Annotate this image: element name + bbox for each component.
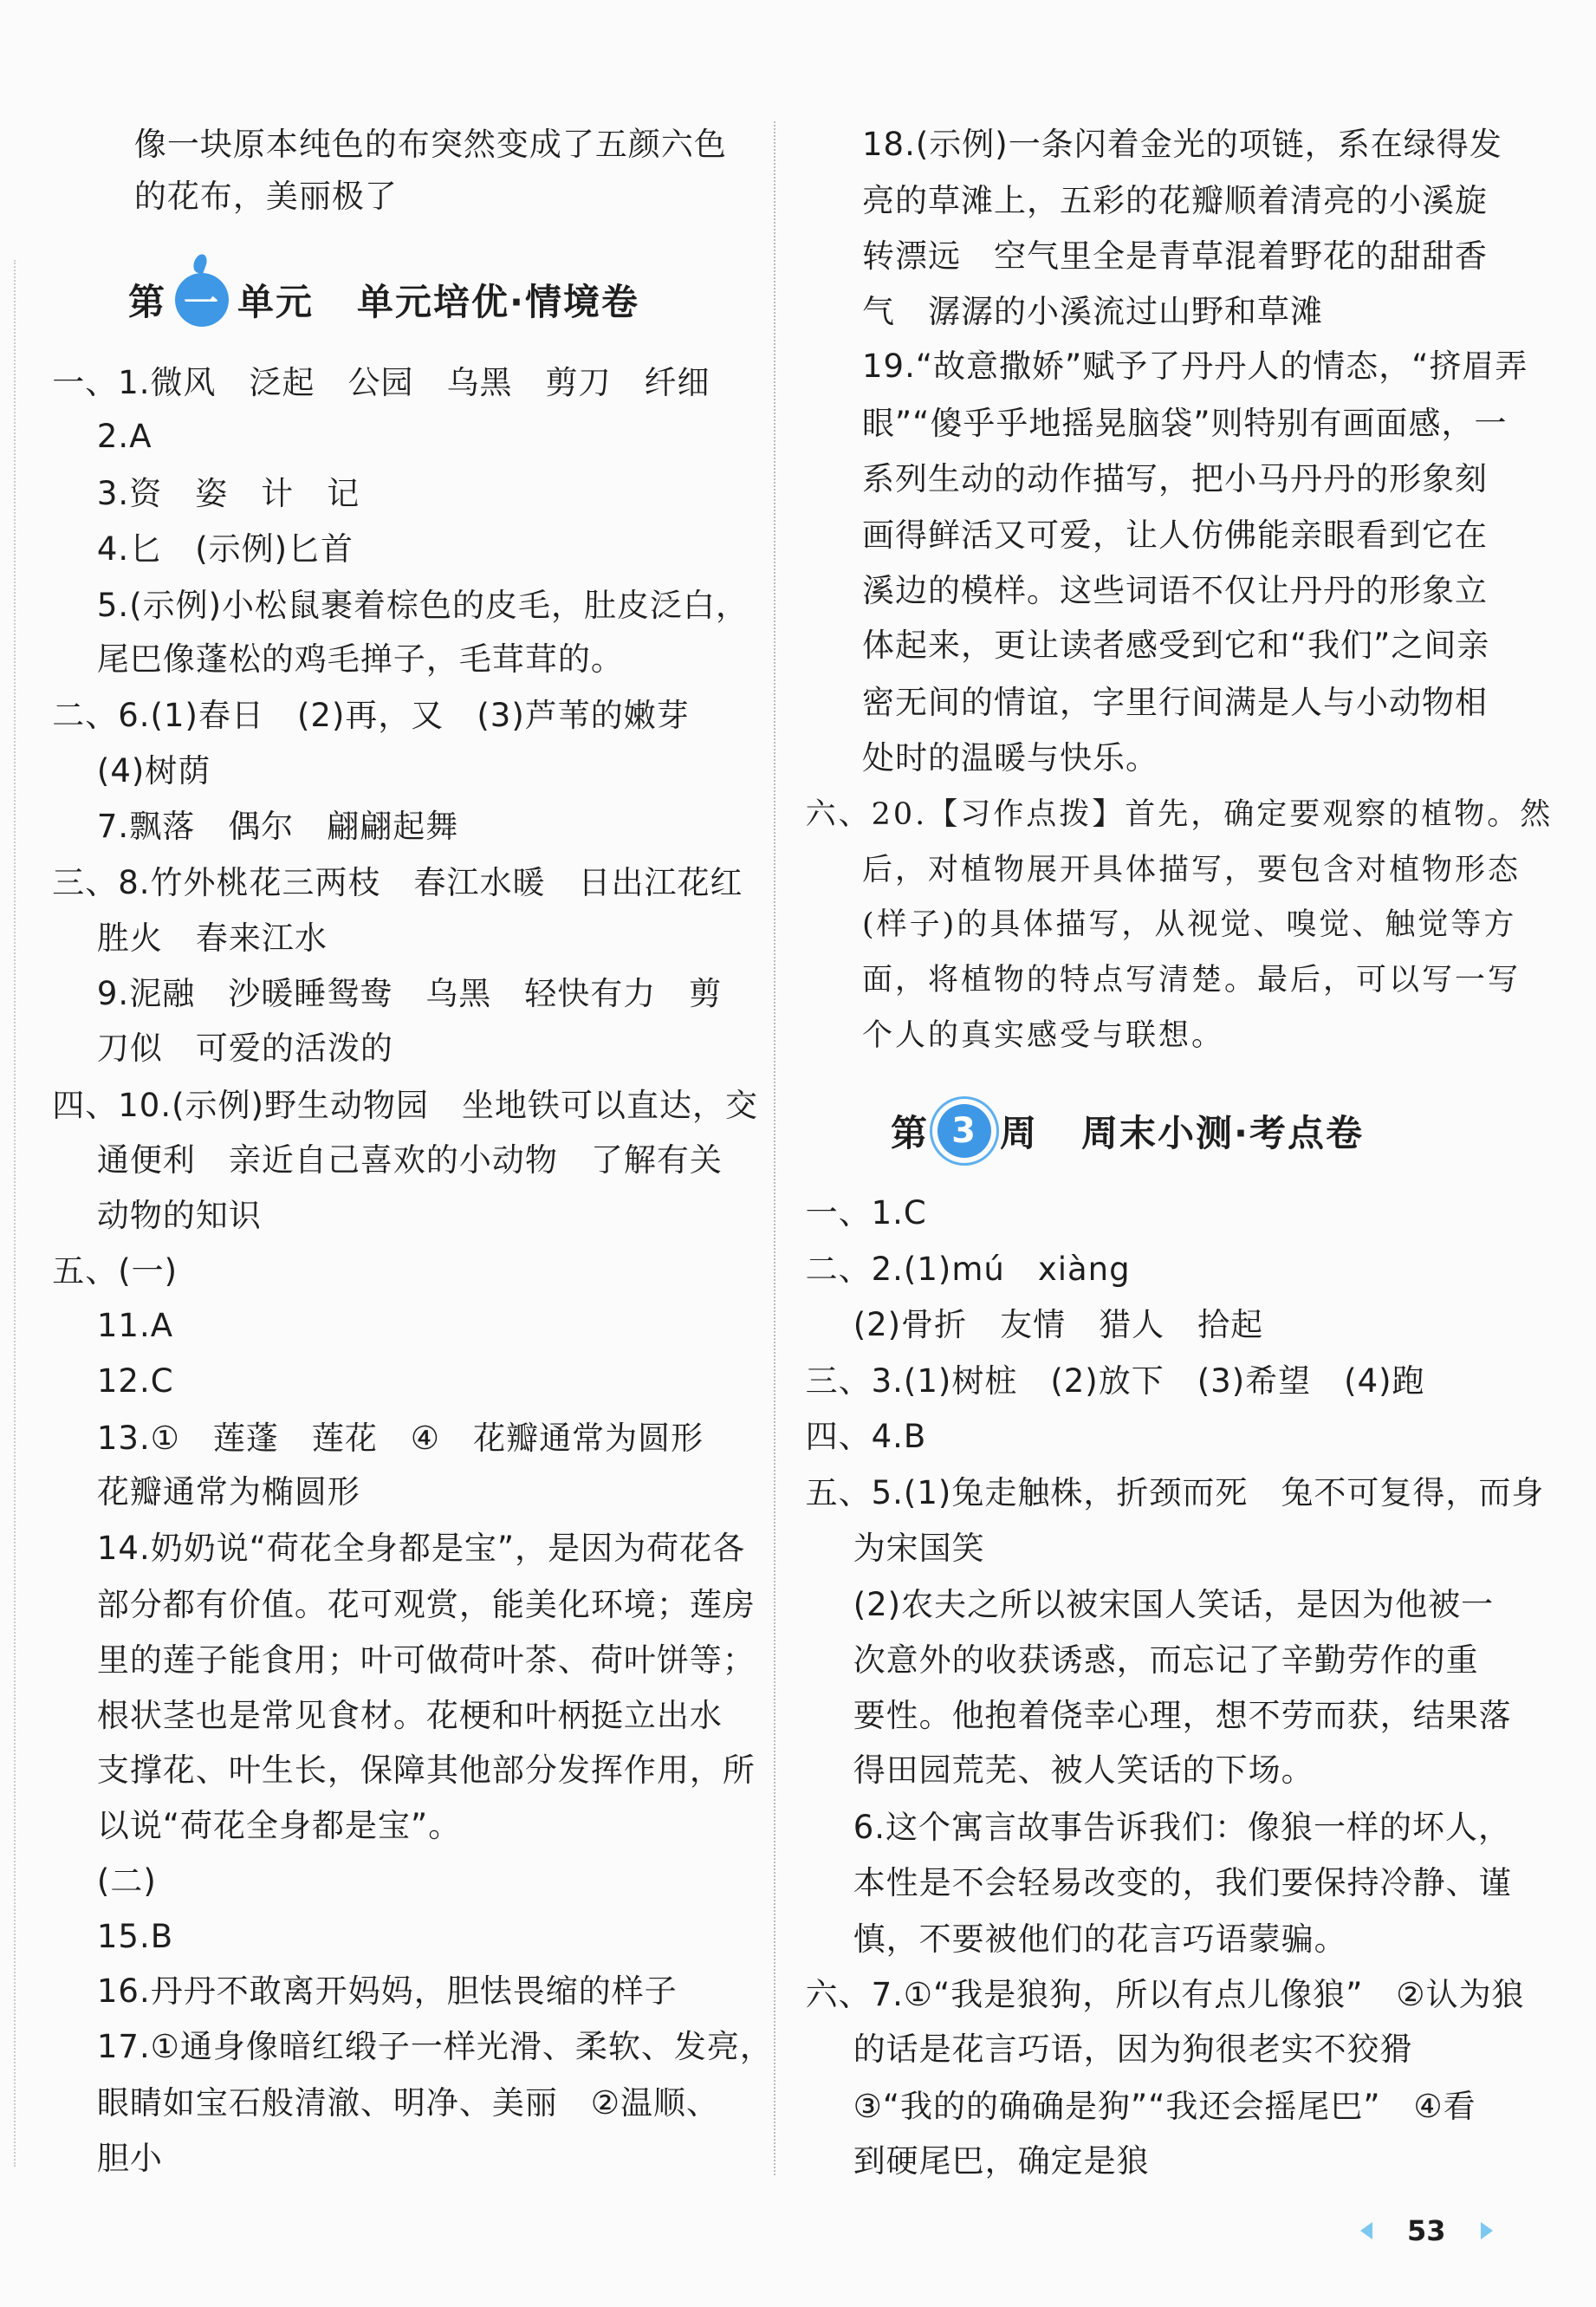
answer-line: 气 潺潺的小溪流过山野和草滩	[862, 292, 1324, 330]
week-heading	[891, 1104, 1364, 1158]
answer-line: (2)骨折 友情 猎人 拾起	[853, 1305, 1264, 1343]
answer-line: 为宋国笑	[853, 1529, 985, 1567]
answer-line: 一、1.C	[805, 1193, 927, 1231]
answer-line: 里的莲子能食用；叶可做荷叶茶、荷叶饼等；	[96, 1641, 756, 1680]
answer-line: 部分都有价值。花可观赏，能美化环境；莲房	[96, 1586, 756, 1624]
answer-line: 个人的真实感受与联想。	[862, 1017, 1225, 1053]
answer-line: 要性。他抱着侥幸心理，想不劳而获，结果落	[853, 1696, 1512, 1734]
answer-line: 3.资 姿 计 记	[96, 474, 360, 512]
heading-suffix: 单元	[237, 281, 315, 323]
answer-line: 四、10.(示例)野生动物园 坐地铁可以直达，交	[52, 1086, 758, 1124]
answer-line: 5.(示例)小松鼠裹着棕色的皮毛，肚皮泛白，	[96, 586, 749, 624]
answer-line: 慎，不要被他们的花言巧语蒙骗。	[853, 1920, 1347, 1958]
answer-line: 花瓣通常为椭圆形	[96, 1472, 360, 1511]
answer-line: 二、6.(1)春日 (2)再，又 (3)芦苇的嫩芽	[52, 697, 690, 735]
page-number: 53	[1407, 2214, 1446, 2247]
answer-line: 亮的草滩上，五彩的花瓣顺着清亮的小溪旋	[862, 182, 1489, 220]
heading-title: 周末小测·考点卷	[1081, 1112, 1364, 1154]
page-navigation	[1360, 2214, 1493, 2247]
answer-line: 19.“故意撒娇”赋予了丹丹人的情态，“挤眉弄	[862, 348, 1528, 386]
answer-line: 18.(示例)一条闪着金光的项链，系在绿得发	[862, 125, 1502, 163]
answer-line: 体起来，更让读者感受到它和“我们”之间亲	[862, 627, 1490, 665]
answer-line: 眼睛如宝石般清澈、明净、美丽 ②温顺、	[96, 2084, 720, 2122]
answer-line: 12.C	[96, 1362, 174, 1400]
answer-line: 6.这个寓言故事告诉我们：像狼一样的坏人，	[853, 1808, 1511, 1846]
next-page-arrow-icon[interactable]	[1481, 2222, 1493, 2239]
heading-title: 单元培优·情境卷	[357, 281, 639, 323]
answer-line: 得田园荒芜、被人笑话的下场。	[853, 1751, 1314, 1790]
answer-line: 的话是花言巧语，因为狗很老实不狡猾	[853, 2031, 1413, 2069]
answer-line: (4)树荫	[96, 752, 211, 790]
answer-line: 四、4.B	[805, 1417, 927, 1455]
answer-line: 六、7.①“我是狼狗，所以有点儿像狼” ②认为狼	[805, 1975, 1525, 2013]
answer-line: 以说“荷花全身都是宝”。	[96, 1807, 462, 1845]
answer-line: 六、20.【习作点拨】首先，确定要观察的植物。然	[805, 796, 1554, 832]
answer-line: 眼”“傻乎乎地摇晃脑袋”则特别有画面感，一	[862, 404, 1508, 442]
heading-suffix: 周	[1000, 1112, 1039, 1154]
answer-line: ③“我的的确确是狗”“我还会摇尾巴” ④看	[853, 2087, 1476, 2125]
answer-line: 9.泥融 沙暖睡鸳鸯 乌黑 轻快有力 剪	[96, 974, 723, 1012]
week-number-badge: 3	[937, 1104, 991, 1158]
answer-line: 溪边的模样。这些词语不仅让丹丹的形象立	[862, 571, 1489, 609]
answer-line: (2)农夫之所以被宋国人笑话，是因为他被一	[853, 1586, 1495, 1624]
answer-line: 面，将植物的特点写清楚。最后，可以写一写	[862, 963, 1521, 998]
heading-prefix: 第	[891, 1112, 930, 1154]
answer-line: 画得鲜活又可爱，让人仿佛能亲眼看到它在	[862, 517, 1489, 555]
answer-line: 通便利 亲近自己喜欢的小动物 了解有关	[96, 1141, 723, 1179]
answer-line: 像一块原本纯色的布突然变成了五颜六色	[133, 125, 727, 163]
answer-line: 后，对植物展开具体描写，要包含对植物形态	[862, 852, 1521, 887]
answer-line: 胜火 春来江水	[96, 919, 328, 957]
answer-line: (二)	[96, 1862, 157, 1900]
answer-line: 2.A	[96, 418, 152, 456]
answer-line: 二、2.(1)mú xiàng	[805, 1250, 1131, 1288]
answer-line: 到硬尾巴，确定是狼	[853, 2142, 1150, 2180]
heading-prefix: 第	[128, 281, 167, 323]
answer-line: 处时的温暖与快乐。	[862, 738, 1159, 777]
answer-line: 尾巴像蓬松的鸡毛掸子，毛茸茸的。	[96, 640, 624, 678]
answer-line: 16.丹丹不敢离开妈妈，胆怯畏缩的样子	[96, 1972, 678, 2011]
answer-line: 动物的知识	[96, 1197, 262, 1235]
answer-line: 17.①通身像暗红缎子一样光滑、柔软、发亮，	[96, 2027, 773, 2065]
unit-number-badge: 一	[175, 273, 229, 327]
prev-page-arrow-icon[interactable]	[1360, 2222, 1372, 2239]
answer-line: 4.匕 (示例)匕首	[96, 530, 354, 568]
answer-line: 15.B	[96, 1917, 174, 1955]
answer-line: 支撑花、叶生长，保障其他部分发挥作用，所	[96, 1751, 756, 1790]
answer-line: 五、5.(1)兔走触株，折颈而死 兔不可复得，而身	[805, 1474, 1545, 1512]
answer-line: 三、8.竹外桃花三两枝 春江水暖 日出江花红	[52, 864, 743, 902]
answer-line: 11.A	[96, 1307, 174, 1345]
column-divider	[774, 121, 775, 2175]
answer-line: 刀似 可爱的活泼的	[96, 1030, 393, 1068]
unit-heading	[128, 273, 639, 327]
answer-line: 14.奶奶说“荷花全身都是宝”，是因为荷花各	[96, 1529, 746, 1567]
answer-line: 密无间的情谊，字里行间满是人与小动物相	[862, 683, 1489, 721]
answer-line: 转漂远 空气里全是青草混着野花的甜甜香	[862, 237, 1489, 276]
answer-line: 胆小	[96, 2140, 163, 2177]
answer-line: 五、(一)	[52, 1251, 178, 1290]
answer-line: 系列生动的动作描写，把小马丹丹的形象刻	[862, 459, 1489, 497]
answer-line: 本性是不会轻易改变的，我们要保持冷静、谨	[853, 1863, 1512, 1901]
answer-line: 一、1.微风 泛起 公园 乌黑 剪刀 纤细	[52, 364, 710, 402]
answer-line: 13.① 莲蓬 莲花 ④ 花瓣通常为圆形	[96, 1419, 704, 1457]
answer-line: (样子)的具体描写，从视觉、嗅觉、触觉等方	[862, 907, 1517, 943]
answer-line: 次意外的收获诱惑，而忘记了辛勤劳作的重	[853, 1641, 1479, 1680]
answer-line: 三、3.(1)树桩 (2)放下 (3)希望 (4)跑	[805, 1362, 1425, 1400]
answer-line: 的花布，美丽极了	[133, 178, 398, 216]
answer-line: 7.飘落 偶尔 翩翩起舞	[96, 807, 459, 845]
page-edge-divider	[14, 260, 16, 2167]
answer-line: 根状茎也是常见食材。花梗和叶柄挺立出水	[96, 1696, 723, 1734]
